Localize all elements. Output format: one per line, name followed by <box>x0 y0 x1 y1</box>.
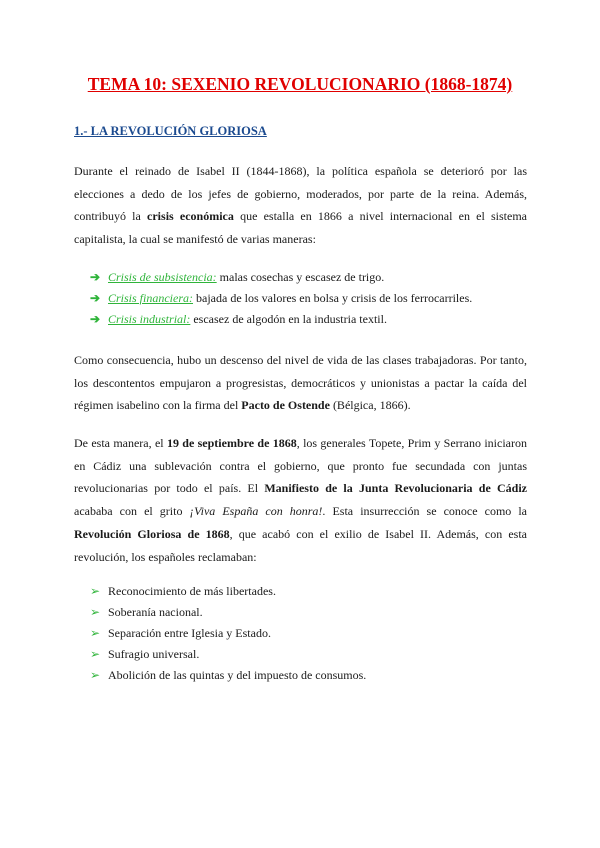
list-item <box>90 665 366 686</box>
page-title: TEMA 10: SEXENIO REVOLUCIONARIO (1868-1874) <box>87 74 513 94</box>
bold-manifiesto: Manifiesto de la Junta Revolucionaria de Cádiz <box>264 481 527 496</box>
text-run: De esta manera, el <box>74 436 167 450</box>
bold-revolucion-gloriosa: Revolución Gloriosa de 1868 <box>74 526 230 541</box>
italic-grito: ¡Viva España con honra! <box>189 504 323 519</box>
crisis-text: bajada de los valores en bolsa y crisis de los ferrocarriles. <box>193 291 473 305</box>
demands-list <box>90 581 366 686</box>
text-run: Como consecuencia, hubo un descenso del nivel de vida de las clases trabajadoras. Por tanto, los descontentos empujaron a progresistas, democráticos y unionistas a pactar la caída del régimen isabelino con la firma del <box>74 353 527 413</box>
section-heading-revolucion-gloriosa: 1.- LA REVOLUCIÓN GLORIOSA <box>74 124 267 138</box>
arrowhead-bullet-icon: ➢ <box>90 626 101 640</box>
bold-pacto-ostende: Pacto de Ostende <box>241 398 330 413</box>
crisis-text: escasez de algodón en la industria textil. <box>190 312 387 326</box>
demand-text: Separación entre Iglesia y Estado. <box>108 626 271 640</box>
paragraph-consecuencias <box>74 349 527 417</box>
crisis-label: Crisis financiera: <box>108 291 194 305</box>
text-run: , los generales Topete, Prim y Serrano iniciaron en Cádiz una sublevación contra el gobierno, que pronto fue secundada con juntas revolucionarias por todo el país. El <box>74 436 527 496</box>
text-run: (Bélgica, 1866). <box>329 398 411 413</box>
list-item <box>90 288 472 309</box>
bold-crisis-economica: crisis económica <box>147 209 234 224</box>
demand-text: Reconocimiento de más libertades. <box>108 584 276 598</box>
list-item <box>90 644 366 665</box>
list-item <box>90 309 472 330</box>
arrowhead-bullet-icon: ➢ <box>90 605 101 619</box>
list-item <box>90 267 472 288</box>
list-item <box>90 602 366 623</box>
text-run: . Esta insurrección se conoce como la <box>322 504 528 519</box>
paragraph-sublevacion <box>74 432 527 568</box>
crisis-text: malas cosechas y escasez de trigo. <box>216 270 385 284</box>
arrowhead-bullet-icon: ➢ <box>90 584 101 598</box>
text-run: , que acabó con el exilio de Isabel II. Además, con esta revolución, los españoles reclamaban: <box>74 526 527 564</box>
arrowhead-bullet-icon: ➢ <box>90 647 101 661</box>
text-run: acababa con el grito <box>74 504 190 519</box>
text-run: que estalla en 1866 a nivel internacional en el sistema capitalista, la cual se manifestó de varias maneras: <box>74 209 527 247</box>
demand-text: Soberanía nacional. <box>108 605 203 619</box>
crisis-label: Crisis de subsistencia: <box>108 270 217 284</box>
arrow-bullet-icon: ➔ <box>90 291 101 305</box>
list-item <box>90 581 366 602</box>
demand-text: Abolición de las quintas y del impuesto de consumos. <box>108 668 367 682</box>
arrow-bullet-icon: ➔ <box>90 270 101 284</box>
bold-fecha: 19 de septiembre de 1868 <box>166 436 297 450</box>
arrow-bullet-icon: ➔ <box>90 312 101 326</box>
demand-text: Sufragio universal. <box>108 647 200 661</box>
crisis-list <box>90 267 472 330</box>
crisis-label: Crisis industrial: <box>108 312 191 326</box>
paragraph-intro <box>74 160 527 251</box>
text-run: Durante el reinado de Isabel II (1844-1868), la política española se deterioró por las elecciones a dedo de los jefes de gobierno, moderados, por parte de la reina. Además, contribuyó la <box>74 164 527 224</box>
list-item <box>90 623 366 644</box>
arrowhead-bullet-icon: ➢ <box>90 668 101 682</box>
